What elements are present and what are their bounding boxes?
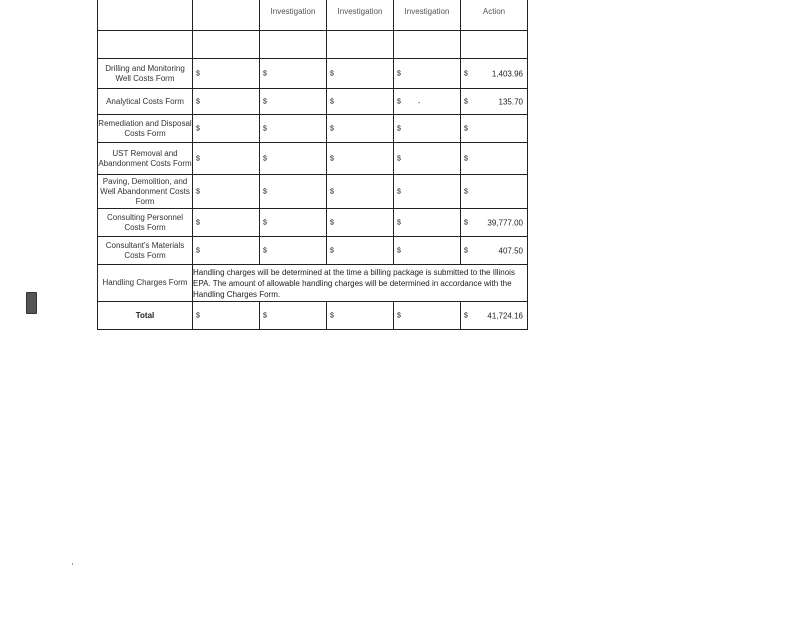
amount-cell: $ <box>327 237 394 265</box>
amount-cell: $ - <box>394 89 461 115</box>
amount-cell: $ <box>327 89 394 115</box>
amount-cell: $ <box>327 143 394 175</box>
amount-cell: $ <box>394 237 461 265</box>
amount-cell: $ 135.70 <box>461 89 528 115</box>
table-row <box>98 209 528 237</box>
amount-cell: $ <box>327 175 394 209</box>
analytical-dash: - <box>418 99 421 107</box>
cost-summary-table <box>97 0 528 330</box>
row-label: Analytical Costs Form <box>98 89 193 115</box>
table-row <box>98 59 528 89</box>
handling-label: Handling Charges Form <box>98 265 193 302</box>
total-cell: $ <box>394 302 461 330</box>
header-row <box>98 0 528 31</box>
row-label: Consultant's Materials Costs Form <box>98 237 193 265</box>
amount-cell: $ <box>193 209 260 237</box>
amount-cell: $ <box>193 143 260 175</box>
table-row <box>98 89 528 115</box>
header-cell <box>98 0 193 31</box>
table-row <box>98 115 528 143</box>
amount-cell: $ <box>193 237 260 265</box>
scanner-mark <box>26 292 37 314</box>
amount-cell: $ <box>193 115 260 143</box>
handling-note: Handling charges will be determined at the time a billing package is submitted to the Illinois EPA. The amount of allowable handling charges will be determined in accordance with the Handling Charges Form. <box>193 265 528 302</box>
table-row <box>98 175 528 209</box>
row-label: UST Removal and Abandonment Costs Form <box>98 143 193 175</box>
header-cell <box>193 0 260 31</box>
amount-cell: $ <box>193 175 260 209</box>
amount-cell: $ <box>193 89 260 115</box>
amount-cell: $ <box>260 115 327 143</box>
row-label: Remediation and Disposal Costs Form <box>98 115 193 143</box>
amount-cell: $ <box>461 175 528 209</box>
amount-cell: $ <box>260 175 327 209</box>
header-cell: Action <box>461 0 528 31</box>
row-label: Consulting Personnel Costs Form <box>98 209 193 237</box>
total-cell: $ <box>327 302 394 330</box>
header-cell: Investigation <box>327 0 394 31</box>
amount-cell: $ <box>394 175 461 209</box>
amount-cell: $ <box>394 209 461 237</box>
cost-rows <box>98 59 528 265</box>
amount-cell: $ <box>260 59 327 89</box>
blank-row <box>98 31 528 59</box>
amount-cell: $ <box>461 115 528 143</box>
amount-cell: $ 39,777.00 <box>461 209 528 237</box>
amount-cell: $ <box>327 115 394 143</box>
row-label: Drilling and Monitoring Well Costs Form <box>98 59 193 89</box>
amount-cell: $ <box>461 143 528 175</box>
row-label: Paving, Demolition, and Well Abandonment Costs Form <box>98 175 193 209</box>
amount-cell: $ <box>394 115 461 143</box>
amount-cell: $ <box>260 143 327 175</box>
handling-row <box>98 265 528 302</box>
amount-cell: $ 407.50 <box>461 237 528 265</box>
total-cell: $ <box>260 302 327 330</box>
amount-cell: $ <box>394 59 461 89</box>
header-cell: Investigation <box>260 0 327 31</box>
total-label: Total <box>98 302 193 330</box>
total-cell: $ <box>193 302 260 330</box>
scan-speck <box>72 563 73 565</box>
total-row <box>98 302 528 330</box>
amount-cell: $ 1,403.96 <box>461 59 528 89</box>
amount-cell: $ <box>327 59 394 89</box>
total-cell: $ 41,724.16 <box>461 302 528 330</box>
table-row <box>98 143 528 175</box>
amount-cell: $ <box>394 143 461 175</box>
header-cell: Investigation <box>394 0 461 31</box>
amount-cell: $ <box>193 59 260 89</box>
amount-cell: $ <box>260 237 327 265</box>
amount-cell: $ <box>260 89 327 115</box>
table-row <box>98 237 528 265</box>
amount-cell: $ <box>260 209 327 237</box>
amount-cell: $ <box>327 209 394 237</box>
